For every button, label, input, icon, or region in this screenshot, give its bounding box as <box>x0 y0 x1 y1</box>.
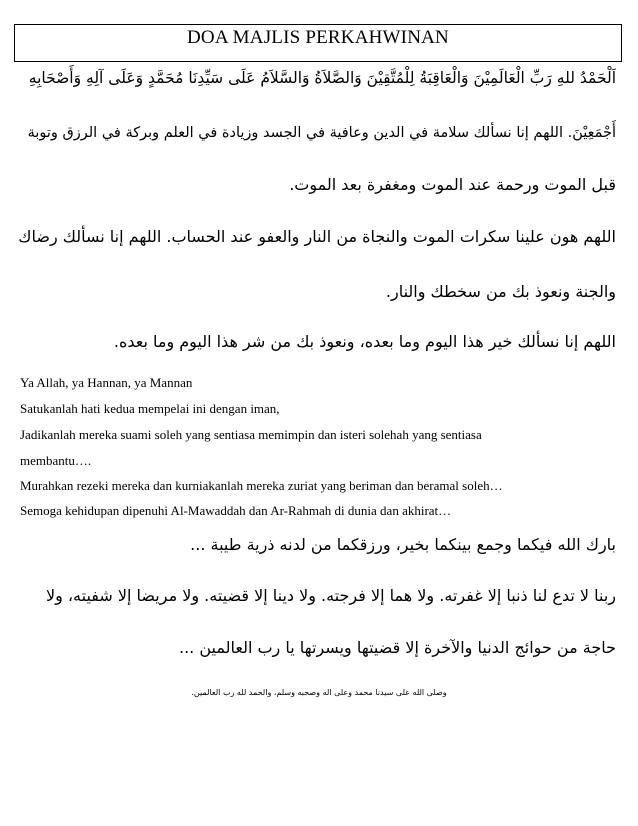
malay-line-5: Murahkan rezeki mereka dan kurniakanlah mereka zuriat yang beriman dan beramal soleh… <box>20 478 503 493</box>
arabic-line-1: اَلْحَمْدُ للهِ رَبِّ الْعَالَمِيْنَ وَالْعَاقِبَةُ لِلْمُتَّقِيْنَ وَالصَّلاَةُ وَالسَّلاَمُ عَلَى سَيِّدِنَا مُحَمَّدٍ وَعَلَى آلِهِ وَأَصْحَابِهِ <box>28 69 616 87</box>
malay-line-6: Semoga kehidupan dipenuhi Al-Mawaddah dan Ar-Rahmah di dunia dan akhirat… <box>20 503 452 518</box>
malay-line-2: Satukanlah hati kedua mempelai ini dengan iman, <box>20 401 280 416</box>
arabic-line-7: بارك الله فيكما وجمع بينكما بخير، ورزقكما من لدنه ذرية طيبة ... <box>190 535 616 554</box>
arabic-line-6: اللهم إنا نسألك خير هذا اليوم وما بعده، ونعوذ بك من شر هذا اليوم وما بعده. <box>113 332 616 351</box>
title-box <box>14 24 622 62</box>
arabic-line-4: اللهم هون علينا سكرات الموت والنجاة من النار والعفو عند الحساب. اللهم إنا نسألك رضاك <box>18 227 616 246</box>
arabic-line-2: أَجْمَعِيْنَ. اللهم إنا نسألك سلامة في الدين وعافية في الجسد وزيادة في العلم وبركة في الرزق وتوبة <box>27 125 616 141</box>
arabic-line-8: ربنا لا تدع لنا ذنبا إلا غفرته. ولا هما إلا فرجته. ولا دينا إلا قضيته. ولا مريضا إلا شفيته، ولا <box>45 586 616 605</box>
malay-line-1: Ya Allah, ya Hannan, ya Mannan <box>20 375 193 390</box>
document-title: DOA MAJLIS PERKAHWINAN <box>187 27 449 48</box>
arabic-line-3: قبل الموت ورحمة عند الموت ومغفرة بعد الموت. <box>289 175 616 194</box>
malay-line-4: membantu…. <box>20 453 92 468</box>
arabic-line-9: حاجة من حوائج الدنيا والآخرة إلا قضيتها ويسرتها يا رب العالمين ... <box>179 638 616 657</box>
malay-line-3: Jadikanlah mereka suami soleh yang sentiasa memimpin dan isteri solehah yang sentiasa <box>20 427 482 442</box>
arabic-line-10: وصلى الله على سيدنا محمد وعلى اله وصحبه وسلم، والحمد لله رب العالمين. <box>191 688 447 697</box>
arabic-line-5: والجنة ونعوذ بك من سخطك والنار. <box>385 282 616 301</box>
